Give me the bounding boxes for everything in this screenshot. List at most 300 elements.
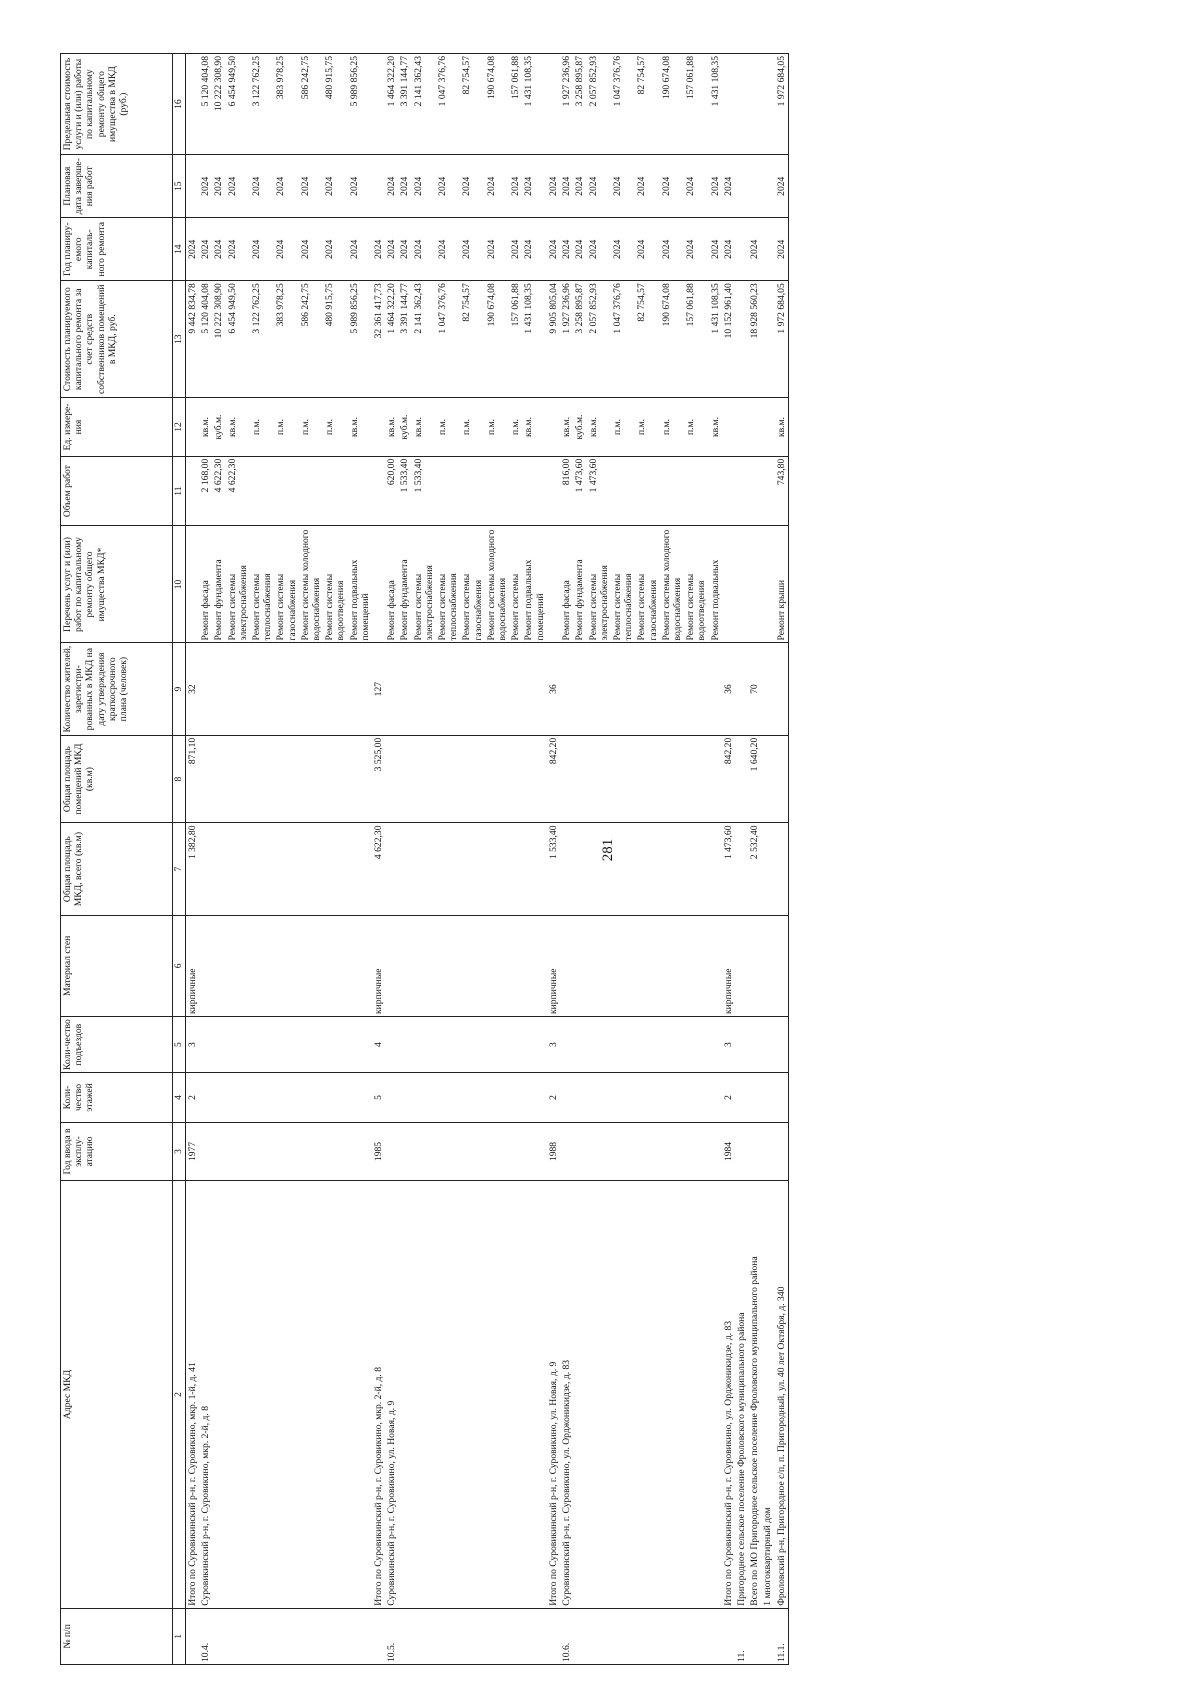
unit: п.м. (299, 398, 323, 457)
owner-cost: 480 915,75 (323, 281, 347, 398)
year-built (509, 1122, 522, 1181)
table-row (274, 54, 298, 1665)
entrances-count (635, 1017, 659, 1073)
completion-date: 2024 (212, 155, 225, 218)
owner-cost: 5 989 856,25 (348, 281, 372, 398)
column-number-row (173, 54, 186, 1665)
work-volume (748, 456, 761, 526)
repair-plan-table (60, 53, 789, 1665)
max-cost: 3 122 762,25 (250, 54, 274, 155)
planned-year: 2024 (398, 218, 411, 281)
address (485, 1181, 509, 1609)
work-volume (660, 456, 684, 526)
work-volume: 2 168,00 (199, 456, 212, 526)
wall-material (635, 915, 659, 1016)
residents-count (212, 643, 225, 735)
wall-material (522, 915, 546, 1016)
premises-area (485, 735, 509, 823)
work-type (722, 526, 735, 643)
entrances-count (250, 1017, 274, 1073)
table-row (722, 54, 735, 1665)
floors-count (522, 1073, 546, 1123)
floors-count (735, 1073, 748, 1123)
completion-date: 2024 (775, 155, 789, 218)
unit: п.м. (485, 398, 509, 457)
floors-count: 2 (722, 1073, 735, 1123)
item-number (611, 1608, 635, 1664)
planned-year: 2024 (186, 218, 200, 281)
item-number (547, 1608, 560, 1664)
residents-count (735, 643, 748, 735)
premises-area: 842,20 (722, 735, 735, 823)
completion-date: 2024 (485, 155, 509, 218)
owner-cost: 3 391 144,77 (398, 281, 411, 398)
wall-material (748, 915, 761, 1016)
address: Итого по Суровикинский р-н, г. Суровикино, ул. Орджоникидзе, д. 83 (722, 1181, 735, 1609)
wall-material (573, 915, 586, 1016)
floors-count (635, 1073, 659, 1123)
residents-count (660, 643, 684, 735)
work-type: Ремонт подвальных (709, 526, 722, 643)
item-number (348, 1608, 372, 1664)
total-area (348, 823, 372, 915)
wall-material: кирпичные (186, 915, 200, 1016)
unit: куб.м. (212, 398, 225, 457)
unit (186, 398, 200, 457)
floors-count (323, 1073, 347, 1123)
entrances-count (412, 1017, 436, 1073)
work-type: Ремонт системы газоснабжения (274, 526, 298, 643)
work-type: Ремонт подвальных помещений (348, 526, 372, 643)
wall-material (250, 915, 274, 1016)
unit (735, 398, 748, 457)
planned-year: 2024 (722, 218, 735, 281)
max-cost: 5 989 856,25 (348, 54, 372, 155)
wall-material (323, 915, 347, 1016)
premises-area (212, 735, 225, 823)
planned-year: 2024 (385, 218, 398, 281)
completion-date: 2024 (547, 155, 560, 218)
address: Пригородное сельское поселение Фроловского муниципального района (735, 1181, 748, 1609)
max-cost (722, 54, 735, 155)
table-row (226, 54, 250, 1665)
premises-area (560, 735, 573, 823)
planned-year: 2024 (372, 218, 385, 281)
completion-date (748, 155, 761, 218)
year-built (635, 1122, 659, 1181)
entrances-count (709, 1017, 722, 1073)
wall-material (212, 915, 225, 1016)
total-area (485, 823, 509, 915)
max-cost: 5 120 404,08 (199, 54, 212, 155)
owner-cost: 190 674,08 (660, 281, 684, 398)
item-number (274, 1608, 298, 1664)
table-row (323, 54, 347, 1665)
unit: п.м. (509, 398, 522, 457)
address: Всего по МО Пригородное сельское поселение Фроловского муниципального района (748, 1181, 761, 1609)
wall-material (660, 915, 684, 1016)
address: Итого по Суровикинский р-н, г. Суровикино, мкр. 2-й, д. 8 (372, 1181, 385, 1609)
table-row (299, 54, 323, 1665)
unit (761, 398, 774, 457)
unit (722, 398, 735, 457)
work-type: Ремонт системы теплоснабжения (611, 526, 635, 643)
completion-date: 2024 (587, 155, 611, 218)
completion-date: 2024 (226, 155, 250, 218)
header-cell-col-13: Стоимость планируемого капитального ремонта за счет средств собственников помещений в МКД, руб. (61, 281, 173, 398)
work-type: Ремонт системы газоснабжения (460, 526, 484, 643)
item-number (460, 1608, 484, 1664)
header-cell-col-10: Перечень услуг и (или) работ по капитальному ремонту общего имущества МКД* (61, 526, 173, 643)
work-volume (250, 456, 274, 526)
work-volume (635, 456, 659, 526)
item-number (722, 1608, 735, 1664)
item-number (372, 1608, 385, 1664)
item-number (660, 1608, 684, 1664)
unit: кв.м. (775, 398, 789, 457)
work-type: Ремонт системы холодного водоснабжения (485, 526, 509, 643)
entrances-count (735, 1017, 748, 1073)
max-cost: 1 047 376,76 (436, 54, 460, 155)
header-cell-col-4: Коли-чество этажей (61, 1073, 173, 1123)
work-volume: 1 473,60 (573, 456, 586, 526)
max-cost: 383 978,25 (274, 54, 298, 155)
unit: п.м. (611, 398, 635, 457)
premises-area (684, 735, 708, 823)
entrances-count (509, 1017, 522, 1073)
max-cost: 1 431 108,35 (522, 54, 546, 155)
item-number (212, 1608, 225, 1664)
total-area (460, 823, 484, 915)
wall-material (398, 915, 411, 1016)
floors-count: 2 (547, 1073, 560, 1123)
wall-material (560, 915, 573, 1016)
year-built (761, 1122, 774, 1181)
floors-count (709, 1073, 722, 1123)
work-volume (348, 456, 372, 526)
work-volume (722, 456, 735, 526)
entrances-count (775, 1017, 789, 1073)
residents-count (560, 643, 573, 735)
max-cost (372, 54, 385, 155)
owner-cost: 3 258 895,87 (573, 281, 586, 398)
planned-year: 2024 (709, 218, 722, 281)
column-number-11: 11 (173, 456, 186, 526)
max-cost: 1 464 322,20 (385, 54, 398, 155)
residents-count: 127 (372, 643, 385, 735)
address (460, 1181, 484, 1609)
max-cost: 1 047 376,76 (611, 54, 635, 155)
max-cost: 6 454 949,50 (226, 54, 250, 155)
table-row (385, 54, 398, 1665)
planned-year: 2024 (775, 218, 789, 281)
completion-date (372, 155, 385, 218)
planned-year: 2024 (226, 218, 250, 281)
residents-count (348, 643, 372, 735)
planned-year: 2024 (560, 218, 573, 281)
entrances-count (560, 1017, 573, 1073)
floors-count (573, 1073, 586, 1123)
work-type: Ремонт фасада (199, 526, 212, 643)
owner-cost: 157 061,88 (509, 281, 522, 398)
total-area (212, 823, 225, 915)
unit: кв.м. (709, 398, 722, 457)
owner-cost: 1 431 108,35 (709, 281, 722, 398)
residents-count: 36 (722, 643, 735, 735)
wall-material (348, 915, 372, 1016)
premises-area (323, 735, 347, 823)
entrances-count (274, 1017, 298, 1073)
item-number (250, 1608, 274, 1664)
premises-area: 1 640,20 (748, 735, 761, 823)
item-number (748, 1608, 761, 1664)
address (226, 1181, 250, 1609)
owner-cost: 82 754,57 (635, 281, 659, 398)
item-number (635, 1608, 659, 1664)
column-number-9: 9 (173, 643, 186, 735)
address (573, 1181, 586, 1609)
residents-count (761, 643, 774, 735)
premises-area: 871,10 (186, 735, 200, 823)
total-area (660, 823, 684, 915)
wall-material (775, 915, 789, 1016)
premises-area (611, 735, 635, 823)
address: Суровикинский р-н, г. Суровикино, ул. Орджоникидзе, д. 83 (560, 1181, 573, 1609)
year-built (684, 1122, 708, 1181)
completion-date: 2024 (709, 155, 722, 218)
total-area (775, 823, 789, 915)
owner-cost (761, 281, 774, 398)
residents-count (199, 643, 212, 735)
max-cost: 190 674,08 (485, 54, 509, 155)
work-volume (460, 456, 484, 526)
work-volume (611, 456, 635, 526)
table-row (587, 54, 611, 1665)
wall-material (587, 915, 611, 1016)
work-type: Ремонт фундамента (398, 526, 411, 643)
floors-count: 2 (186, 1073, 200, 1123)
residents-count (226, 643, 250, 735)
work-type: Ремонт фасада (385, 526, 398, 643)
completion-date: 2024 (660, 155, 684, 218)
header-cell-col-7: Общая площадь МКД, всего (кв.м) (61, 823, 173, 915)
floors-count (460, 1073, 484, 1123)
header-cell-col-9: Количество жителей, зарегистри-рованных в МКД на дату утверждения краткосрочного плана (человек) (61, 643, 173, 735)
year-built (748, 1122, 761, 1181)
owner-cost: 82 754,57 (460, 281, 484, 398)
item-number: 10.6. (560, 1608, 573, 1664)
table-row (199, 54, 212, 1665)
work-volume (709, 456, 722, 526)
completion-date: 2024 (460, 155, 484, 218)
premises-area (412, 735, 436, 823)
work-volume: 620,00 (385, 456, 398, 526)
table-row (212, 54, 225, 1665)
item-number (509, 1608, 522, 1664)
entrances-count (522, 1017, 546, 1073)
address: Фроловский р-н, Пригородное с/п, п. Пригородный, ул. 40 лет Октября, д. 340 (775, 1181, 789, 1609)
floors-count (560, 1073, 573, 1123)
max-cost: 157 061,88 (684, 54, 708, 155)
table-row (775, 54, 789, 1665)
max-cost: 10 222 308,90 (212, 54, 225, 155)
completion-date: 2024 (323, 155, 347, 218)
work-volume (547, 456, 560, 526)
owner-cost: 383 978,25 (274, 281, 298, 398)
wall-material (199, 915, 212, 1016)
item-number (323, 1608, 347, 1664)
max-cost: 3 258 895,87 (573, 54, 586, 155)
work-volume: 1 473,60 (587, 456, 611, 526)
completion-date: 2024 (722, 155, 735, 218)
wall-material (226, 915, 250, 1016)
residents-count (522, 643, 546, 735)
address (660, 1181, 684, 1609)
residents-count (684, 643, 708, 735)
work-volume (186, 456, 200, 526)
entrances-count (436, 1017, 460, 1073)
table-row (186, 54, 200, 1665)
header-cell-col-11: Объем работ (61, 456, 173, 526)
owner-cost: 2 141 362,43 (412, 281, 436, 398)
premises-area (226, 735, 250, 823)
residents-count (635, 643, 659, 735)
floors-count (761, 1073, 774, 1123)
residents-count (460, 643, 484, 735)
total-area (635, 823, 659, 915)
premises-area (775, 735, 789, 823)
header-cell-col-6: Материал стен (61, 915, 173, 1016)
owner-cost (735, 281, 748, 398)
planned-year: 2024 (436, 218, 460, 281)
work-type: Ремонт системы водоотведения (323, 526, 347, 643)
year-built: 1985 (372, 1122, 385, 1181)
column-number-7: 7 (173, 823, 186, 915)
entrances-count (323, 1017, 347, 1073)
max-cost: 1 972 684,05 (775, 54, 789, 155)
max-cost (547, 54, 560, 155)
completion-date: 2024 (509, 155, 522, 218)
work-type (735, 526, 748, 643)
completion-date: 2024 (611, 155, 635, 218)
unit (547, 398, 560, 457)
item-number (587, 1608, 611, 1664)
year-built (348, 1122, 372, 1181)
unit: кв.м. (560, 398, 573, 457)
address (398, 1181, 411, 1609)
work-type: Ремонт системы электроснабжения (587, 526, 611, 643)
entrances-count (199, 1017, 212, 1073)
premises-area (709, 735, 722, 823)
unit: кв.м. (385, 398, 398, 457)
work-type (372, 526, 385, 643)
entrances-count: 3 (722, 1017, 735, 1073)
planned-year: 2024 (412, 218, 436, 281)
total-area (436, 823, 460, 915)
work-type: Ремонт системы газоснабжения (635, 526, 659, 643)
wall-material (709, 915, 722, 1016)
premises-area: 842,20 (547, 735, 560, 823)
table-row (412, 54, 436, 1665)
planned-year: 2024 (748, 218, 761, 281)
table-row (348, 54, 372, 1665)
work-volume (761, 456, 774, 526)
header-cell-col-8: Общая площадь помещений МКД (кв.м) (61, 735, 173, 823)
wall-material (436, 915, 460, 1016)
max-cost (186, 54, 200, 155)
floors-count (199, 1073, 212, 1123)
premises-area: 3 525,00 (372, 735, 385, 823)
max-cost: 2 057 852,93 (587, 54, 611, 155)
premises-area (509, 735, 522, 823)
max-cost (748, 54, 761, 155)
floors-count (250, 1073, 274, 1123)
year-built (573, 1122, 586, 1181)
item-number (522, 1608, 546, 1664)
header-cell-col-14: Год планиру-емого капиталь-ного ремонта (61, 218, 173, 281)
residents-count (398, 643, 411, 735)
table-row (485, 54, 509, 1665)
max-cost: 157 061,88 (509, 54, 522, 155)
floors-count (611, 1073, 635, 1123)
premises-area (398, 735, 411, 823)
entrances-count (761, 1017, 774, 1073)
address (684, 1181, 708, 1609)
wall-material (274, 915, 298, 1016)
residents-count (775, 643, 789, 735)
completion-date: 2024 (385, 155, 398, 218)
year-built (250, 1122, 274, 1181)
work-volume: 816,00 (560, 456, 573, 526)
entrances-count (385, 1017, 398, 1073)
year-built (385, 1122, 398, 1181)
unit: кв.м. (199, 398, 212, 457)
completion-date: 2024 (348, 155, 372, 218)
wall-material: кирпичные (372, 915, 385, 1016)
year-built: 1984 (722, 1122, 735, 1181)
completion-date: 2024 (635, 155, 659, 218)
unit: куб.м. (573, 398, 586, 457)
work-type: Ремонт системы теплоснабжения (436, 526, 460, 643)
planned-year: 2024 (212, 218, 225, 281)
owner-cost: 586 242,75 (299, 281, 323, 398)
table-row (684, 54, 708, 1665)
premises-area (348, 735, 372, 823)
residents-count (385, 643, 398, 735)
total-area (709, 823, 722, 915)
entrances-count: 4 (372, 1017, 385, 1073)
max-cost: 82 754,57 (460, 54, 484, 155)
item-number (299, 1608, 323, 1664)
address (611, 1181, 635, 1609)
header-cell-col-3: Год ввода в эксплу-атацию (61, 1122, 173, 1181)
residents-count (709, 643, 722, 735)
floors-count (485, 1073, 509, 1123)
total-area: 2 532,40 (748, 823, 761, 915)
item-number (761, 1608, 774, 1664)
completion-date: 2024 (274, 155, 298, 218)
completion-date: 2024 (412, 155, 436, 218)
planned-year: 2024 (573, 218, 586, 281)
floors-count (299, 1073, 323, 1123)
floors-count (684, 1073, 708, 1123)
owner-cost: 10 222 308,90 (212, 281, 225, 398)
residents-count (587, 643, 611, 735)
total-area (398, 823, 411, 915)
year-built (611, 1122, 635, 1181)
owner-cost: 1 431 108,35 (522, 281, 546, 398)
planned-year: 2024 (547, 218, 560, 281)
